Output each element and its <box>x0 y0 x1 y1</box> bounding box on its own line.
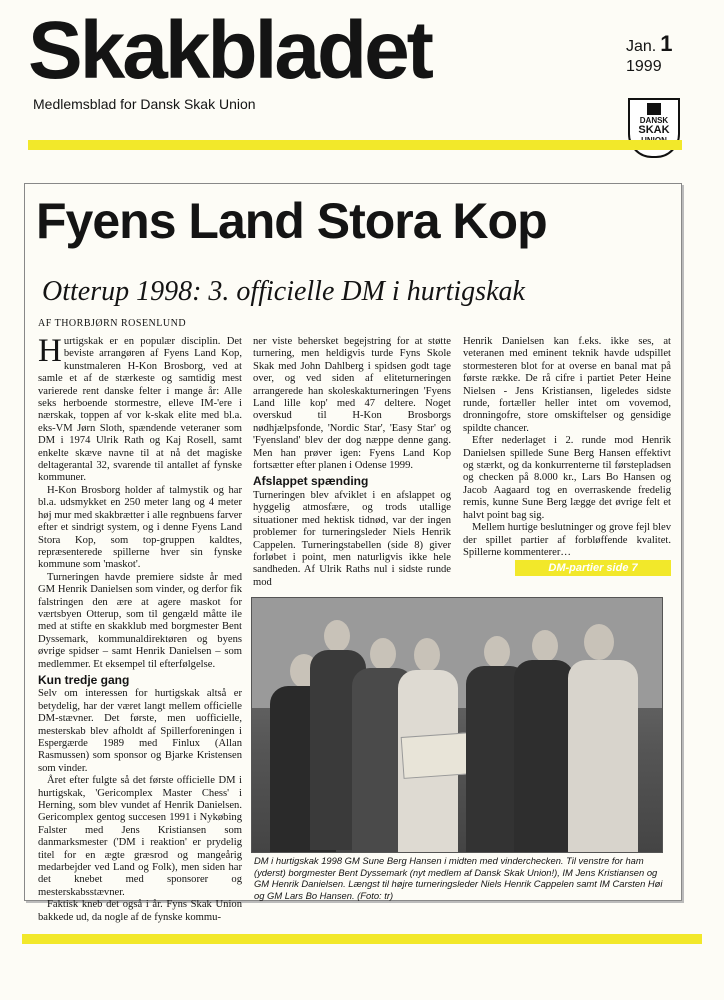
issue-month: Jan. <box>626 38 657 55</box>
article-headline: Fyens Land Stora Kop <box>36 193 547 249</box>
col2-paragraph-2: Turneringen blev afviklet i en afslappet og hyggelig atmosfære, og trods utallige situationer med hektisk tidnød, var der ingen problemer for turneringsleder Niels Henrik Cappelen. Turneringstabellen (side 8) giver forløbet i point, men naturligvis ikke hele sandheden. Af Ulrik Raths nul i sidste runde mod <box>253 489 451 588</box>
col2-paragraph-1: ner viste behersket begejstring for at støtte turnering, men heldigvis turde Fyns Skole Skak med John Dahlberg i spidsen godt tage over, og ved siden af eliteturneringen arrangerede han skoleskakturneringen 'Fyens Land lille kop' med 47 deltere. Noget overskud til H-Kon Brosborgs nødhjælpsfonde, 'Nordic Star', 'Easy Star' og 'Fyensland' blev der dog næppe denne gang. Men han prøver igen: Fyens Land Kop fortsætter efter planen i Odense 1999. <box>253 336 451 472</box>
col1-paragraph-1: urtigskak er en populær disciplin. Det beviste arrangøren af Fyens Land Kop, kunstmaleren H-Kon Brosborg, ved at samle et af de stærkeste og samtidig mest varierede rent danske felter i mange år: Alle seks herboende stormestre, ellevе IM-'ere i nærskak, toppen af vor k-skak elite med bl.a. eks-VM Jørn Sloth, spændende veteraner som DM i 1974 Ulrik Rath og Kaj Rosell, samt enkelte skæve navne til at nå det magiske deltagerantal 32, svarende til antallet af fynske kommuner. <box>38 336 242 484</box>
footer-yellow-rule <box>22 934 702 944</box>
masthead-subtitle: Medlemsblad for Dansk Skak Union <box>33 96 256 112</box>
section-heading-afslappet-spaending: Afslappet spænding <box>253 474 369 489</box>
issue-info <box>626 31 673 77</box>
chess-rook-logo-icon <box>647 103 661 115</box>
logo-text-2: SKAK <box>638 124 670 136</box>
article-dek: Otterup 1998: 3. officielle DM i hurtigskak <box>42 276 525 307</box>
article-column-2 <box>253 336 451 589</box>
section-heading-kun-tredje-gang: Kun tredje gang <box>38 672 130 687</box>
group-photo <box>251 597 663 853</box>
issue-number: 1 <box>660 31 673 56</box>
masthead-title: Skakbladet <box>28 5 431 96</box>
dm-partier-reference: DM-partier side 7 <box>515 560 671 576</box>
col1-paragraph-3: Turneringen havde premiere sidste år med GM Henrik Danielsen som vinder, og derfor fik falstringen den ære at agere maskot for værtsbyen Otterup, som til gengæld måtte ile med at stifte en skakklub med borgmester Bent Dyssemark, kommunaldirektøren og byens øvrige spidser – samt Henrik Danielsen – som medlemmer. Et eksempel til efterfølgelse. <box>38 571 242 670</box>
article-column-1 <box>38 333 242 924</box>
col3-paragraph-1: Henrik Danielsen kan f.eks. ikke ses, at veteranen med eminent teknik havde udspillet stormesteren blot for at overse en banal mat på første række. De rå cifre i partiet Peter Heine Nielsen - Jens Kristiansen, ligeledes sidste runde, fortæller heller intet om vovemod, dronningofre, store omskiftelser og gensidige spildte chancer. <box>463 336 671 434</box>
col1-paragraph-2: H-Kon Brosborg holder af talmystik og har bl.a. udsmykket en 250 meter lang og 4 meter høj mur med skakbrætter i alle regnbuens farver efter et sindrigt system, og i denne Fyens Land Stora Kop, som top-gruppen kaldtes, repræsenterede spillerne hver sin fynske kommune som 'maskot'. <box>38 484 242 571</box>
drop-cap: H <box>38 333 62 369</box>
logo-text-1: DANSK <box>639 116 669 125</box>
col3-paragraph-2: Efter nederlaget i 2. runde mod Henrik Danielsen spillede Sune Berg Hansen effektivt og stærkt, og da konkurrenterne til førstepladsen og checken på 8.000 kr., Lars Bo Hansen og Jacob Aagaard tog en overraskende fredelig remis, kunne Sune Berg lægge det øvrige felt et halvt point bag sig. <box>463 435 671 521</box>
col1-paragraph-4: Selv om interessen for hurtigskak altså er betydelig, har der været langt mellem officielle DM-stævner. Det første, men uofficielle, mesterskab blev afholdt af Spillerforeningen i Espergærde 1989 med Finlux (Allan Rasmussen) som sponsor og Bjarke Kristensen som vinder. <box>38 688 242 774</box>
col1-paragraph-6: Faktisk kneb det også i år. Fyns Skak Union bakkede ud, da nogle af de fynske kommu- <box>38 899 242 923</box>
photo-caption: DM i hurtigskak 1998 GM Sune Berg Hansen i midten med vinderchecken. Til venstre for ham (yderst) borgmester Bent Dyssemark (nyt medlem af Dansk Skak Union!), IM Jens Kristiansen og GM Henrik Danielsen. Længst til højre turneringsleder Niels Henrik Cappelen samt IM Carsten Høi og GM Lars Bo Hansen. (Foto: tr) <box>254 855 663 901</box>
col1-paragraph-5: Året efter fulgte så det første officielle DM i hurtigskak, 'Gericomplex Master Chess' i Herning, som blev vundet af Henrik Danielsen. Gericomplex gentog succesen 1991 i Nykøbing Falster med Jens Kristiansen som danmarksmester ('DM i reaktion' er prydelig titel for en ægte græsrod og mangeårig medarbejder ved Land og Folk), men siden har det knebet med sponsorer og mesterskabsstævner. <box>38 775 242 898</box>
article-column-3 <box>463 336 671 559</box>
masthead-yellow-rule <box>28 140 682 150</box>
article-byline: AF THORBJØRN ROSENLUND <box>38 318 187 329</box>
issue-year: 1999 <box>626 58 662 75</box>
col3-paragraph-3: Mellem hurtige beslutninger og grove fejl blev der spillet partier af forbløffende kvalitet. Spillerne kommenterer… <box>463 522 671 558</box>
